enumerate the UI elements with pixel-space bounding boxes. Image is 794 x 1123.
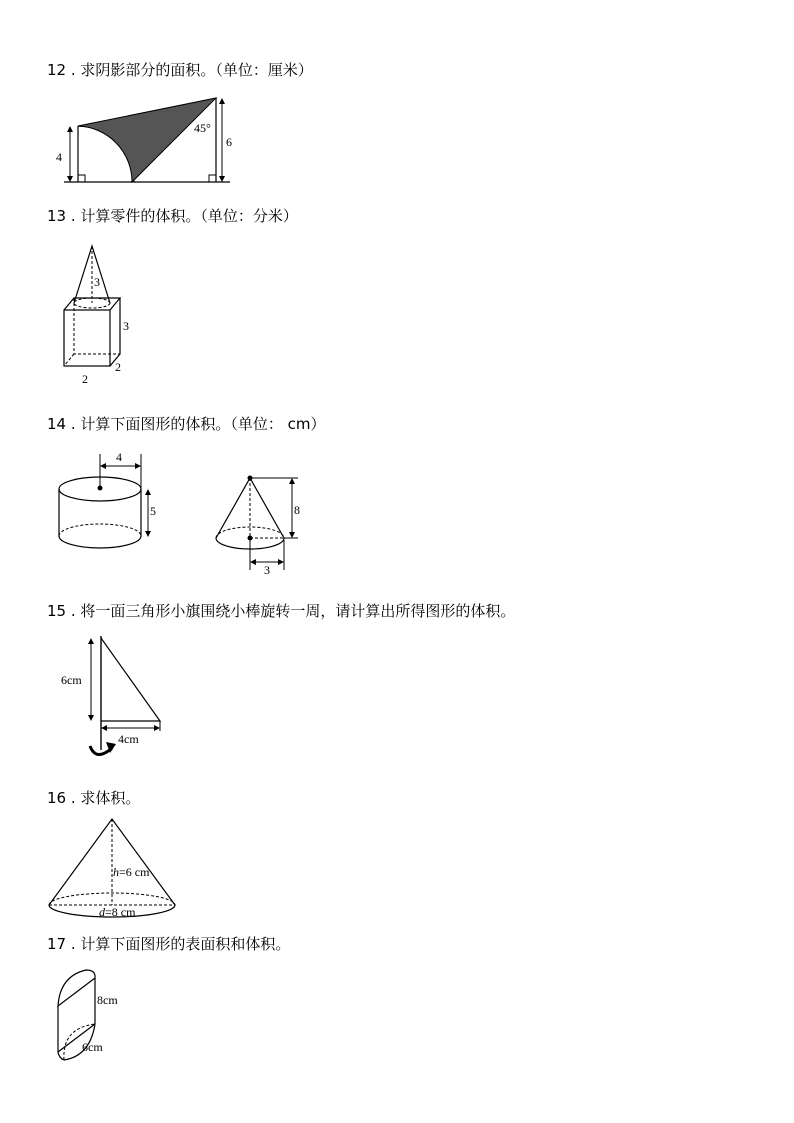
label-diameter: 6cm (82, 1040, 103, 1054)
label-box-height: 3 (123, 319, 129, 333)
question-text: 计算下面图形的表面积和体积。 (80, 935, 291, 953)
question-text: 求体积。 (80, 789, 141, 807)
label-diameter (99, 905, 136, 919)
label-radius: 4 (116, 450, 122, 464)
label-height: 8cm (97, 993, 118, 1007)
question-15: 15 . 将一面三角形小旗围绕小棒旋转一周，请计算出所得图形的体积。 (47, 602, 516, 620)
right-angle-left (78, 175, 85, 182)
figure-16-cone (40, 812, 190, 922)
figure-17-half-cylinder (50, 966, 160, 1066)
cone-sides (74, 246, 110, 303)
figure-14-cone (210, 468, 320, 578)
box-front (64, 310, 110, 366)
figure-13-part (50, 240, 150, 390)
label-cone-height: 3 (94, 275, 100, 289)
question-text: 计算下面图形的体积。（单位： cm） (80, 415, 326, 433)
box-top (64, 298, 120, 310)
label-cone-radius: 3 (264, 563, 270, 577)
figure-12-shaded-area (50, 90, 250, 190)
label-base: 4cm (118, 732, 139, 746)
diam-value: =8 cm (105, 905, 136, 919)
question-text: 求阴影部分的面积。（单位：厘米） (80, 61, 313, 79)
height-var: h (113, 865, 119, 879)
label-height: 5 (150, 504, 156, 518)
shaded-region (78, 98, 216, 182)
center-dot (248, 536, 253, 541)
label-cone-height: 8 (294, 503, 300, 517)
question-17: 17 . 计算下面图形的表面积和体积。 (47, 935, 291, 953)
question-text: 将一面三角形小旗围绕小棒旋转一周，请计算出所得图形的体积。 (80, 602, 516, 620)
question-number: 14 (47, 415, 67, 433)
label-height (113, 865, 150, 879)
question-text: 计算零件的体积。（单位：分米） (80, 207, 298, 225)
flag-triangle (101, 638, 160, 721)
figure-15-flag (50, 632, 180, 772)
label-height: 6cm (61, 673, 82, 687)
label-right-height: 6 (226, 135, 232, 149)
question-number: 16 (47, 789, 67, 807)
question-13: 13 . 计算零件的体积。（单位：分米） (47, 207, 298, 225)
question-number: 12 (47, 61, 67, 79)
question-number: 15 (47, 602, 67, 620)
question-14: 14 . 计算下面图形的体积。（单位： cm） (47, 415, 326, 433)
diam-var: d (99, 905, 105, 919)
question-number: 13 (47, 207, 67, 225)
label-box-depth: 2 (115, 360, 121, 374)
bottom-arc (58, 1052, 64, 1060)
question-number: 17 (47, 935, 67, 953)
question-12: 12 . 求阴影部分的面积。（单位：厘米） (47, 61, 313, 79)
question-16: 16 . 求体积。 (47, 789, 141, 807)
top-half-disc (58, 970, 95, 1006)
height-value: =6 cm (119, 865, 150, 879)
label-box-width: 2 (82, 372, 88, 386)
cylinder-bottom-front (59, 536, 141, 548)
right-angle-right (209, 175, 216, 182)
label-angle: 45° (194, 121, 211, 135)
figure-14-cylinder (50, 448, 170, 558)
center-dot (98, 486, 103, 491)
label-left-height: 4 (56, 150, 62, 164)
cylinder-bottom-back (59, 524, 141, 536)
cylinder-sides (59, 489, 141, 536)
